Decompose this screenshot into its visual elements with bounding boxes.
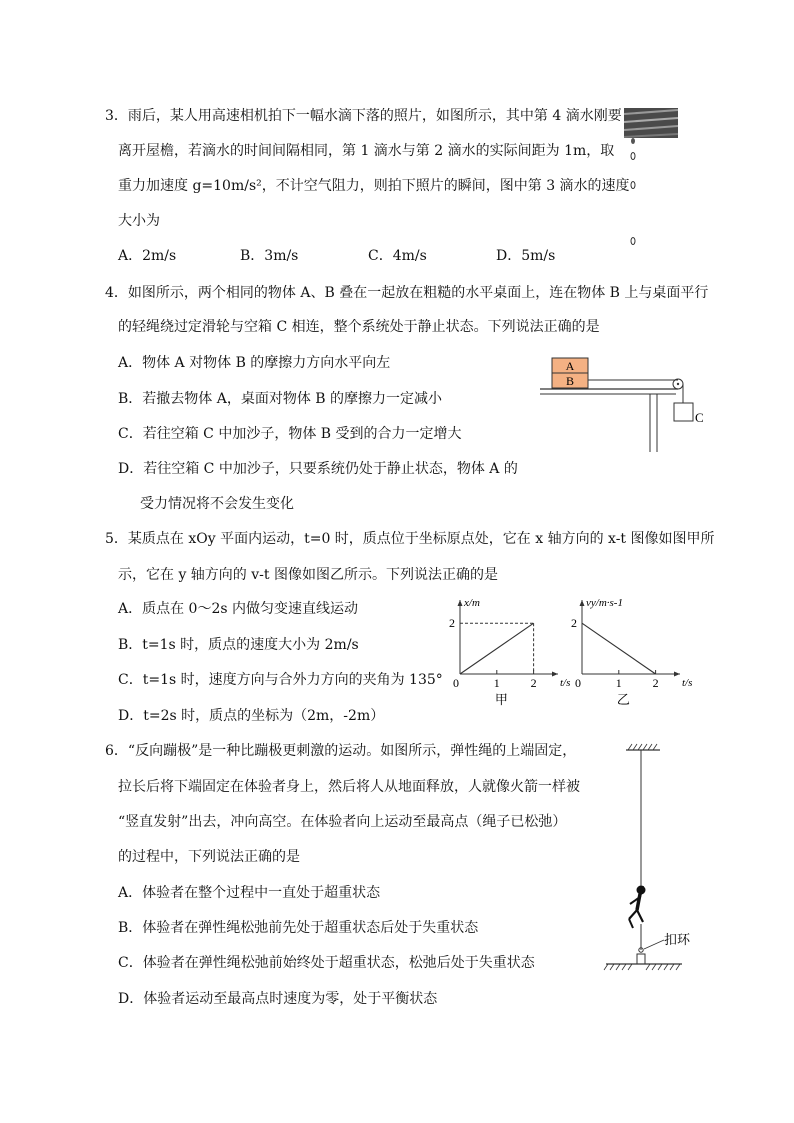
q6-line-1: 6．“反向蹦极”是一种比蹦极更刺激的运动。如图所示，弹性绳的上端固定， (105, 743, 577, 759)
chart-caption: 乙 (616, 692, 630, 707)
chart-caption: 甲 (494, 692, 508, 707)
y-axis-label: x/m (464, 597, 480, 609)
buckle-label: 扣环 (664, 932, 691, 947)
water-drop-2 (631, 182, 635, 189)
water-drop-1 (631, 238, 635, 245)
q6-option-d: D．体验者运动至最高点时速度为零，处于平衡状态 (118, 991, 438, 1007)
q6-line-3: “竖直发射”出去，冲向高空。在体验者向上运动至最高点（绳子已松弛） (118, 814, 567, 830)
x-t-chart (440, 598, 580, 708)
q5-option-d: D．t=2s 时，质点的坐标为（2m，-2m） (118, 708, 385, 724)
roof-eaves-image (624, 108, 678, 138)
water-drop-3 (631, 153, 635, 160)
q3-line-1: 3．雨后，某人用高速相机拍下一幅水滴下落的照片，如图所示，其中第 4 滴水刚要 (105, 108, 622, 124)
x-tick-label: 2 (652, 676, 659, 690)
ground-hatch (604, 964, 680, 970)
x-axis-label: t/s (560, 677, 571, 689)
y-axis-arrow (580, 600, 585, 606)
y-tick-label: 2 (571, 616, 577, 631)
y-axis-label: vy/m·s-1 (586, 597, 623, 609)
q4-option-d-continued: 受力情况将不会发生变化 (140, 496, 294, 512)
q3-line-3: 重力加速度 g=10m/s²，不计空气阻力，则拍下照片的瞬间，图中第 3 滴水的速度 (118, 178, 630, 194)
series-line (582, 623, 656, 674)
q5-line-2: 示，它在 y 轴方向的 v-t 图像如图乙所示。下列说法正确的是 (118, 567, 498, 583)
q3-option-a: A．2m/s (118, 248, 177, 264)
q3-line-2: 离开屋檐，若滴水的时间间隔相同，第 1 滴水与第 2 滴水的实际间距为 1m，取 (118, 143, 615, 159)
ceiling-hatch (628, 744, 657, 750)
q6-bungee-figure (600, 738, 710, 973)
q5-line-1: 5．某质点在 xOy 平面内运动，t=0 时，质点位于坐标原点处，它在 x 轴方向的 x-t 图像如图甲所 (105, 531, 715, 547)
water-drop-4 (631, 138, 635, 144)
q4-pulley-figure (540, 352, 720, 462)
q5-option-a: A．质点在 0～2s 内做匀变速直线运动 (118, 601, 359, 617)
box-c-label: C (695, 410, 704, 425)
x-axis-arrow (674, 672, 680, 677)
x-tick-label: 2 (530, 676, 537, 690)
q6-option-a: A．体验者在整个过程中一直处于超重状态 (118, 885, 381, 901)
q6-line-4: 的过程中，下列说法正确的是 (118, 849, 300, 865)
block-b-label: B (565, 374, 575, 388)
x-tick-label: 1 (615, 676, 622, 690)
q4-option-d: D．若往空箱 C 中加沙子，只要系统仍处于静止状态，物体 A 的 (118, 461, 518, 477)
ground-anchor (637, 954, 645, 964)
vy-t-chart (562, 598, 702, 708)
x-tick-label: 0 (453, 676, 459, 690)
x-tick-label: 0 (575, 676, 581, 690)
y-tick-label: 2 (449, 616, 455, 631)
q3-option-c: C．4m/s (368, 248, 427, 264)
series-line (460, 623, 534, 674)
x-axis-arrow (552, 672, 558, 677)
q4-option-b: B．若撤去物体 A，桌面对物体 B 的摩擦力一定减小 (118, 391, 443, 407)
q4-line-2: 的轻绳绕过定滑轮与空箱 C 相连，整个系统处于静止状态。下列说法正确的是 (118, 319, 600, 335)
q6-option-b: B．体验者在弹性绳松弛前先处于超重状态后处于失重状态 (118, 920, 479, 936)
box-c (674, 403, 693, 421)
q6-option-c: C．体验者在弹性绳松弛前始终处于超重状态，松弛后处于失重状态 (118, 955, 535, 971)
buckle-pointer (644, 940, 664, 949)
q4-line-1: 4．如图所示，两个相同的物体 A、B 叠在一起放在粗糙的水平桌面上，连在物体 B 上与桌面平行 (105, 285, 709, 301)
x-axis-label: t/s (682, 677, 693, 689)
q3-option-d: D．5m/s (496, 248, 556, 264)
q3-raindrop-figure (622, 104, 682, 254)
q5-option-c: C．t=1s 时，速度方向与合外力方向的夹角为 135° (118, 672, 443, 688)
x-tick-label: 1 (493, 676, 500, 690)
q4-option-a: A．物体 A 对物体 B 的摩擦力方向水平向左 (118, 355, 391, 371)
y-axis-arrow (458, 600, 463, 606)
q4-option-c: C．若往空箱 C 中加沙子，物体 B 受到的合力一定增大 (118, 426, 462, 442)
q3-option-b: B．3m/s (240, 248, 299, 264)
q3-line-4: 大小为 (118, 213, 160, 229)
jumper-figure (629, 886, 645, 928)
block-a-label: A (565, 359, 575, 373)
q6-line-2: 拉长后将下端固定在体验者身上，然后将人从地面释放，人就像火箭一样被 (118, 779, 580, 795)
q5-option-b: B．t=1s 时，质点的速度大小为 2m/s (118, 637, 359, 653)
